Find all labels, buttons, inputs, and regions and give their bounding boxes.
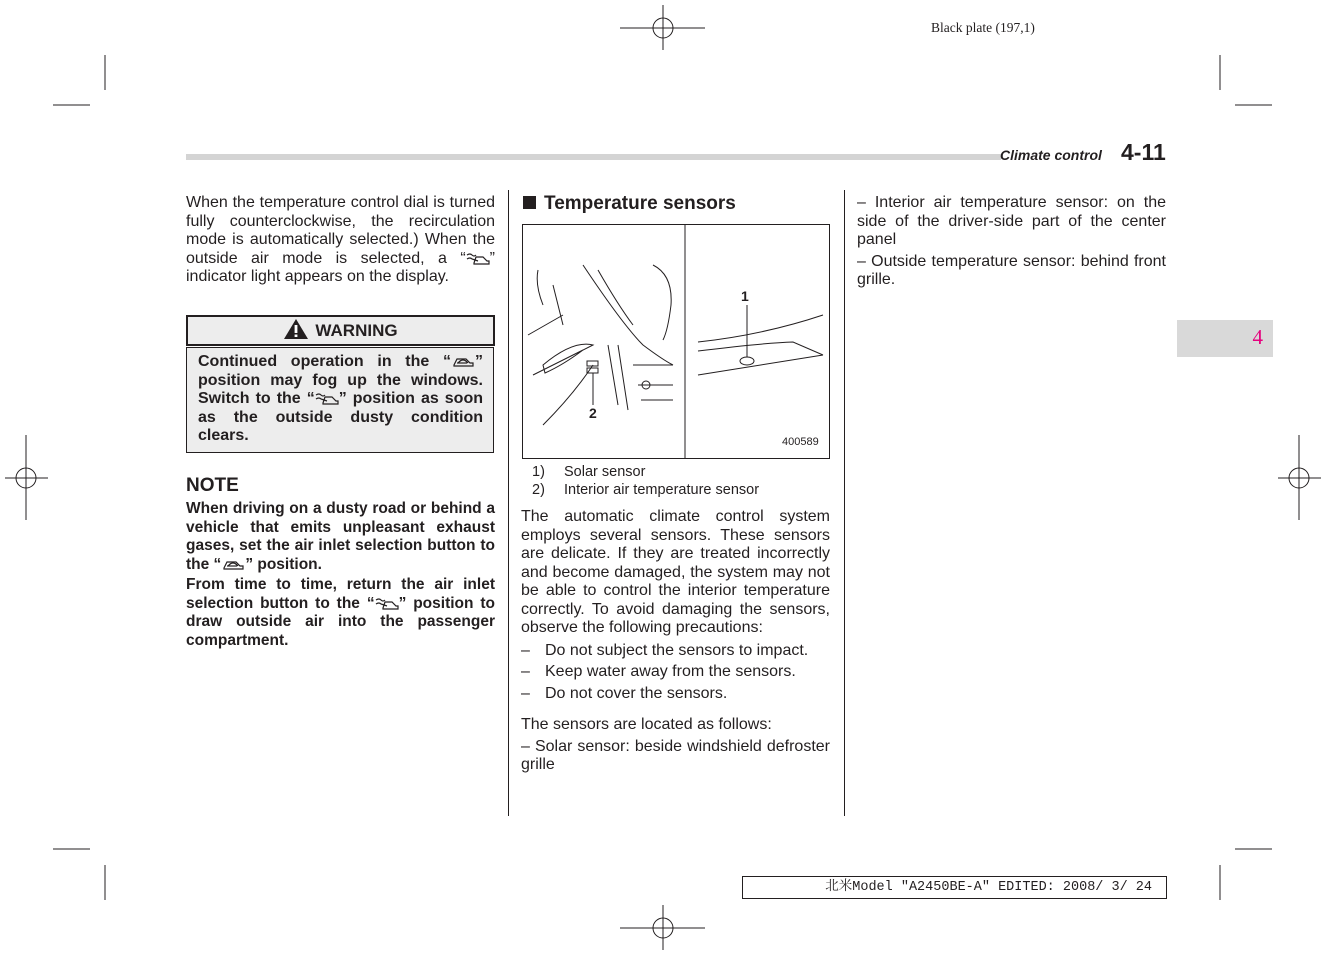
note-title: NOTE [186,475,239,496]
caption-item: 1) Solar sensor [532,464,646,480]
footer-edit-info: 北米Model "A2450BE-A" EDITED: 2008/ 3/ 24 [742,876,1167,899]
chapter-tab[interactable] [1177,320,1273,357]
precaution-item: – Do not cover the sensors. [521,684,728,702]
warning-body: Continued operation in the “ ” position may fog up the windows. Switch to the “ ” position as soon as the outside dusty condition clears. [186,347,494,453]
figure-code: 400589 [782,436,819,448]
outside-air-icon [315,391,339,405]
section-square-icon [523,196,536,209]
plate-label: Black plate (197,1) [931,20,1035,35]
solar-location: – Solar sensor: beside windshield defroster grille [521,737,830,773]
note-body: When driving on a dusty road or behind a vehicle that emits unpleasant exhaust gases, set the air inlet selection button to the “ ” position. From time to time, return the air inlet selection button to the “ ” position to draw outside air into the passenger compartment. [186,500,495,649]
column-divider [844,190,845,816]
outside-air-icon [375,596,399,610]
chapter-number: 4 [1252,325,1263,349]
figure-captions [532,463,759,499]
intro-text: The automatic climate control system employs several sensors. These sensors are delicate. If they are treated incorrectly and become damaged, the system may not be able to control the interior temperature correctly. To avoid damaging the sensors, observe the following precautions: [521,508,830,636]
callout-2: 2 [589,405,597,421]
page-number: 4-11 [1121,139,1166,165]
sensor-text [521,508,830,775]
sensor-figure [522,224,830,459]
location-item: – Interior air temperature sensor: on the side of the driver-side part of the center panel [857,194,1166,248]
recirculation-icon [221,557,245,571]
warning-triangle-icon [283,318,309,340]
outside-air-icon [466,251,490,265]
precaution-item: – Keep water away from the sensors. [521,663,796,680]
intro-paragraph: When the temperature control dial is turned fully counterclockwise, the recirculation mode is automatically selected.) When the outside air mode is selected, a “ ” indicator light appears on the display. [186,194,495,285]
location-item: – Outside temperature sensor: behind front grille. [857,252,1166,288]
recirculation-icon [451,354,475,368]
callout-1: 1 [741,288,749,304]
section-title: Temperature sensors [523,193,736,215]
header-bar [186,154,1001,160]
column-divider [508,190,509,816]
sensor-illustration [523,225,829,458]
caption-item: 2) Interior air temperature sensor [532,482,760,498]
section-header-title: Climate control [1000,147,1102,163]
precaution-item: – Do not subject the sensors to impact. [521,641,809,659]
warning-header: WARNING [186,315,495,346]
located-text: The sensors are located as follows: [521,716,772,733]
sensor-locations [857,194,1166,290]
